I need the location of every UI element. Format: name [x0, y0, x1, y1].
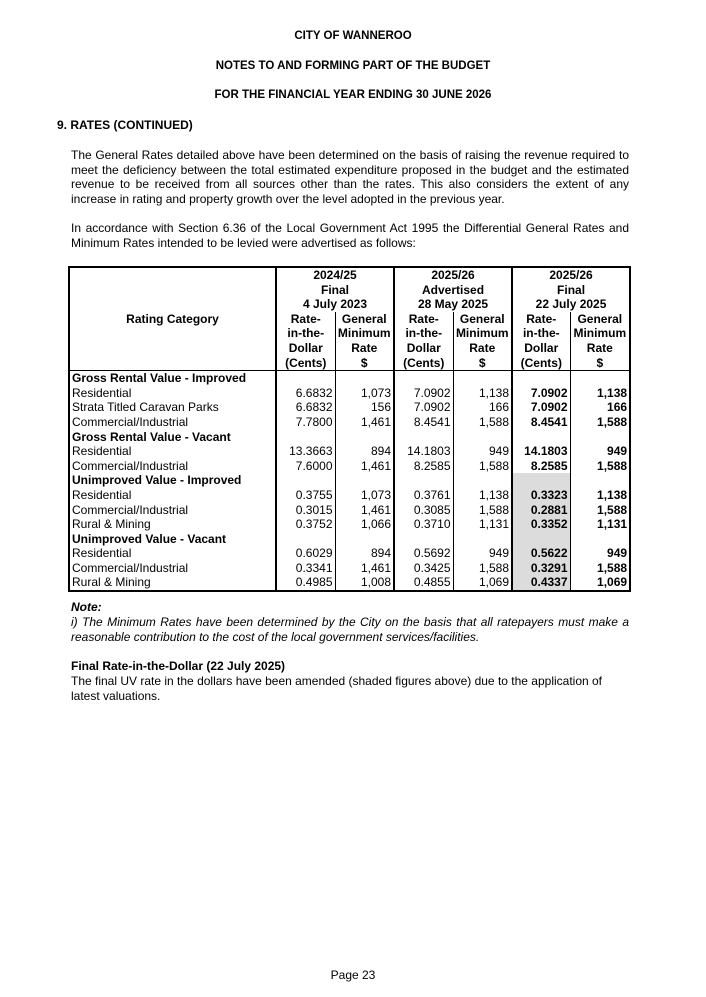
empty-cell — [453, 371, 512, 386]
section-row — [69, 473, 630, 488]
rate-in-dollar-header: in-the- — [512, 326, 570, 341]
rate-value: 7.7800 — [276, 415, 335, 430]
minimum-value: 166 — [570, 400, 630, 415]
rating-category: Strata Titled Caravan Parks — [72, 400, 219, 415]
page-number: Page 23 — [330, 968, 376, 982]
section-row — [69, 430, 630, 445]
header-organization: CITY OF WANNEROO — [294, 30, 412, 42]
header-row — [69, 297, 630, 312]
minimum-value: 1,131 — [570, 517, 630, 532]
header-blank — [69, 267, 276, 283]
minimum-rate-header: Rate — [335, 341, 394, 356]
group-header-date: 4 July 2023 — [276, 297, 394, 312]
minimum-rate-header: $ — [335, 356, 394, 371]
rating-category: Commercial/Industrial — [72, 414, 189, 429]
table-row — [69, 415, 630, 430]
rate-value: 0.3341 — [276, 561, 335, 576]
minimum-value: 1,461 — [335, 459, 394, 474]
group-header-status: Final — [276, 283, 394, 298]
minimum-rate-header: General — [335, 312, 394, 327]
rate-value: 6.6832 — [276, 400, 335, 415]
minimum-value: 1,588 — [570, 415, 630, 430]
minimum-value: 1,073 — [335, 488, 394, 503]
minimum-value: 949 — [570, 444, 630, 459]
empty-cell — [394, 430, 453, 445]
table-row — [69, 517, 630, 532]
rate-value: 0.4985 — [276, 575, 335, 591]
minimum-value: 949 — [453, 444, 512, 459]
rate-value: 0.6029 — [276, 546, 335, 561]
minimum-value: 1,461 — [335, 503, 394, 518]
rate-in-dollar-header: Dollar — [276, 341, 335, 356]
paragraph-advertised: In accordance with Section 6.36 of the Local Government Act 1995 the Differential General Rates and Minimum Rates intended to be levied were advertised as follows: — [71, 221, 629, 250]
table-row — [69, 575, 630, 591]
minimum-value: 894 — [335, 444, 394, 459]
group-header-date: 22 July 2025 — [512, 297, 630, 312]
minimum-value: 1,066 — [335, 517, 394, 532]
minimum-value: 1,073 — [335, 386, 394, 401]
header-blank — [69, 326, 276, 341]
group-header-year: 2025/26 — [512, 267, 630, 283]
column-header-row — [69, 356, 630, 371]
section-row — [69, 371, 630, 386]
empty-cell — [335, 371, 394, 386]
minimum-value: 1,138 — [453, 386, 512, 401]
minimum-value: 1,588 — [453, 561, 512, 576]
rating-category: Rural & Mining — [72, 575, 151, 590]
rating-category: Residential — [72, 487, 132, 502]
empty-cell — [453, 473, 512, 488]
section-title: Gross Rental Value - Improved — [72, 371, 247, 386]
column-header-row — [69, 326, 630, 341]
rate-in-dollar-header: Rate- — [512, 312, 570, 327]
rate-value: 7.0902 — [512, 386, 570, 401]
rating-category: Rural & Mining — [72, 517, 151, 532]
group-header-date: 28 May 2025 — [394, 297, 512, 312]
section-title: Gross Rental Value - Vacant — [72, 429, 231, 444]
rate-value: 7.0902 — [394, 400, 453, 415]
rate-value: 0.3352 — [512, 517, 570, 532]
rate-value: 14.1803 — [394, 444, 453, 459]
table-row — [69, 546, 630, 561]
minimum-value: 1,138 — [570, 386, 630, 401]
rates-table — [68, 266, 631, 592]
paragraph-general-rates: The General Rates detailed above have been determined on the basis of raising the revenue required to meet the deficiency between the total estimated expenditure proposed in the budget and the estimated revenue to be received from all sources other than the rates. This also considers the extent of any increase in rating and property growth over the level adopted in the previous year. — [71, 148, 629, 206]
rate-value: 0.3085 — [394, 503, 453, 518]
minimum-rate-header: Minimum — [570, 326, 630, 341]
rate-value: 0.4337 — [512, 575, 570, 591]
column-header-row — [69, 341, 630, 356]
table-row — [69, 459, 630, 474]
empty-cell — [570, 371, 630, 386]
minimum-value: 894 — [335, 546, 394, 561]
empty-cell — [394, 473, 453, 488]
minimum-value: 1,588 — [570, 503, 630, 518]
rating-category-header: Rating Category — [126, 311, 219, 326]
final-rate-title: Final Rate-in-the-Dollar (22 July 2025) — [71, 659, 286, 673]
rate-value: 0.3323 — [512, 488, 570, 503]
empty-cell — [453, 430, 512, 445]
note-title: Note: — [71, 600, 102, 614]
rating-category: Residential — [72, 385, 132, 400]
minimum-value: 156 — [335, 400, 394, 415]
minimum-rate-header: General — [453, 312, 512, 327]
table-row — [69, 503, 630, 518]
rate-value: 0.3755 — [276, 488, 335, 503]
minimum-value: 1,461 — [335, 415, 394, 430]
group-header-year: 2025/26 — [394, 267, 512, 283]
rating-category: Commercial/Industrial — [72, 502, 189, 517]
rate-value: 0.2881 — [512, 503, 570, 518]
header-row — [69, 283, 630, 298]
rate-in-dollar-header: (Cents) — [276, 356, 335, 371]
minimum-rate-header: Minimum — [335, 326, 394, 341]
rate-value: 0.5622 — [512, 546, 570, 561]
empty-cell — [570, 532, 630, 547]
minimum-rate-header: $ — [570, 356, 630, 371]
rate-in-dollar-header: (Cents) — [512, 356, 570, 371]
minimum-value: 1,069 — [570, 575, 630, 591]
empty-cell — [512, 430, 570, 445]
minimum-value: 1,588 — [453, 459, 512, 474]
empty-cell — [276, 430, 335, 445]
rating-category: Residential — [72, 546, 132, 561]
empty-cell — [276, 532, 335, 547]
minimum-rate-header: General — [570, 312, 630, 327]
minimum-value: 949 — [453, 546, 512, 561]
table-row — [69, 488, 630, 503]
header-blank — [69, 297, 276, 312]
group-header-year: 2024/25 — [276, 267, 394, 283]
minimum-value: 1,008 — [335, 575, 394, 591]
rate-value: 8.2585 — [394, 459, 453, 474]
header-financial-year: FOR THE FINANCIAL YEAR ENDING 30 JUNE 2026 — [214, 89, 492, 101]
empty-cell — [394, 371, 453, 386]
minimum-value: 1,131 — [453, 517, 512, 532]
section-title: 9. RATES (CONTINUED) — [57, 118, 193, 132]
empty-cell — [512, 473, 570, 488]
empty-cell — [512, 532, 570, 547]
rate-in-dollar-header: (Cents) — [394, 356, 453, 371]
rate-value: 6.6832 — [276, 386, 335, 401]
header-blank — [69, 283, 276, 298]
rate-in-dollar-header: in-the- — [394, 326, 453, 341]
rating-category: Commercial/Industrial — [72, 458, 189, 473]
rate-value: 8.2585 — [512, 459, 570, 474]
minimum-value: 1,138 — [570, 488, 630, 503]
rate-value: 0.3425 — [394, 561, 453, 576]
header-blank — [69, 341, 276, 356]
minimum-rate-header: $ — [453, 356, 512, 371]
minimum-value: 1,461 — [335, 561, 394, 576]
rate-in-dollar-header: Dollar — [394, 341, 453, 356]
rate-value: 0.3291 — [512, 561, 570, 576]
minimum-value: 1,588 — [453, 503, 512, 518]
group-header-status: Advertised — [394, 283, 512, 298]
minimum-value: 1,588 — [570, 459, 630, 474]
table-row — [69, 444, 630, 459]
table-row — [69, 400, 630, 415]
table-row — [69, 561, 630, 576]
group-header-status: Final — [512, 283, 630, 298]
minimum-value: 1,069 — [453, 575, 512, 591]
section-row — [69, 532, 630, 547]
rate-value: 7.0902 — [512, 400, 570, 415]
empty-cell — [570, 473, 630, 488]
rate-value: 14.1803 — [512, 444, 570, 459]
rate-in-dollar-header: Dollar — [512, 341, 570, 356]
minimum-value: 1,588 — [570, 561, 630, 576]
section-title: Unimproved Value - Vacant — [72, 531, 227, 546]
rate-in-dollar-header: in-the- — [276, 326, 335, 341]
header-notes-title: NOTES TO AND FORMING PART OF THE BUDGET — [215, 60, 491, 72]
rating-category: Commercial/Industrial — [72, 560, 189, 575]
rate-value: 0.3015 — [276, 503, 335, 518]
rate-value: 7.6000 — [276, 459, 335, 474]
final-rate-text: The final UV rate in the dollars have been amended (shaded figures above) due to the application of latest valuations. — [71, 674, 603, 703]
rate-value: 8.4541 — [394, 415, 453, 430]
rate-value: 13.3663 — [276, 444, 335, 459]
minimum-value: 1,588 — [453, 415, 512, 430]
minimum-rate-header: Minimum — [453, 326, 512, 341]
rate-value: 7.0902 — [394, 386, 453, 401]
empty-cell — [512, 371, 570, 386]
minimum-rate-header: Rate — [570, 341, 630, 356]
note-text: i) The Minimum Rates have been determined by the City on the basis that all ratepayers must make a reasonable contribution to the cost of the local government services/facilities. — [71, 615, 629, 644]
rate-value: 0.3710 — [394, 517, 453, 532]
empty-cell — [335, 532, 394, 547]
rating-category: Residential — [72, 444, 132, 459]
empty-cell — [335, 430, 394, 445]
empty-cell — [394, 532, 453, 547]
minimum-value: 166 — [453, 400, 512, 415]
section-title: Unimproved Value - Improved — [72, 473, 242, 488]
rate-value: 0.3761 — [394, 488, 453, 503]
minimum-value: 949 — [570, 546, 630, 561]
header-row — [69, 267, 630, 283]
table-row — [69, 386, 630, 401]
minimum-value: 1,138 — [453, 488, 512, 503]
column-header-row — [69, 312, 630, 327]
minimum-rate-header: Rate — [453, 341, 512, 356]
empty-cell — [335, 473, 394, 488]
rate-value: 8.4541 — [512, 415, 570, 430]
header-blank — [69, 356, 276, 371]
empty-cell — [453, 532, 512, 547]
empty-cell — [276, 371, 335, 386]
rate-value: 0.5692 — [394, 546, 453, 561]
empty-cell — [276, 473, 335, 488]
empty-cell — [570, 430, 630, 445]
rate-value: 0.4855 — [394, 575, 453, 591]
rate-value: 0.3752 — [276, 517, 335, 532]
rate-in-dollar-header: Rate- — [276, 312, 335, 327]
rate-in-dollar-header: Rate- — [394, 312, 453, 327]
